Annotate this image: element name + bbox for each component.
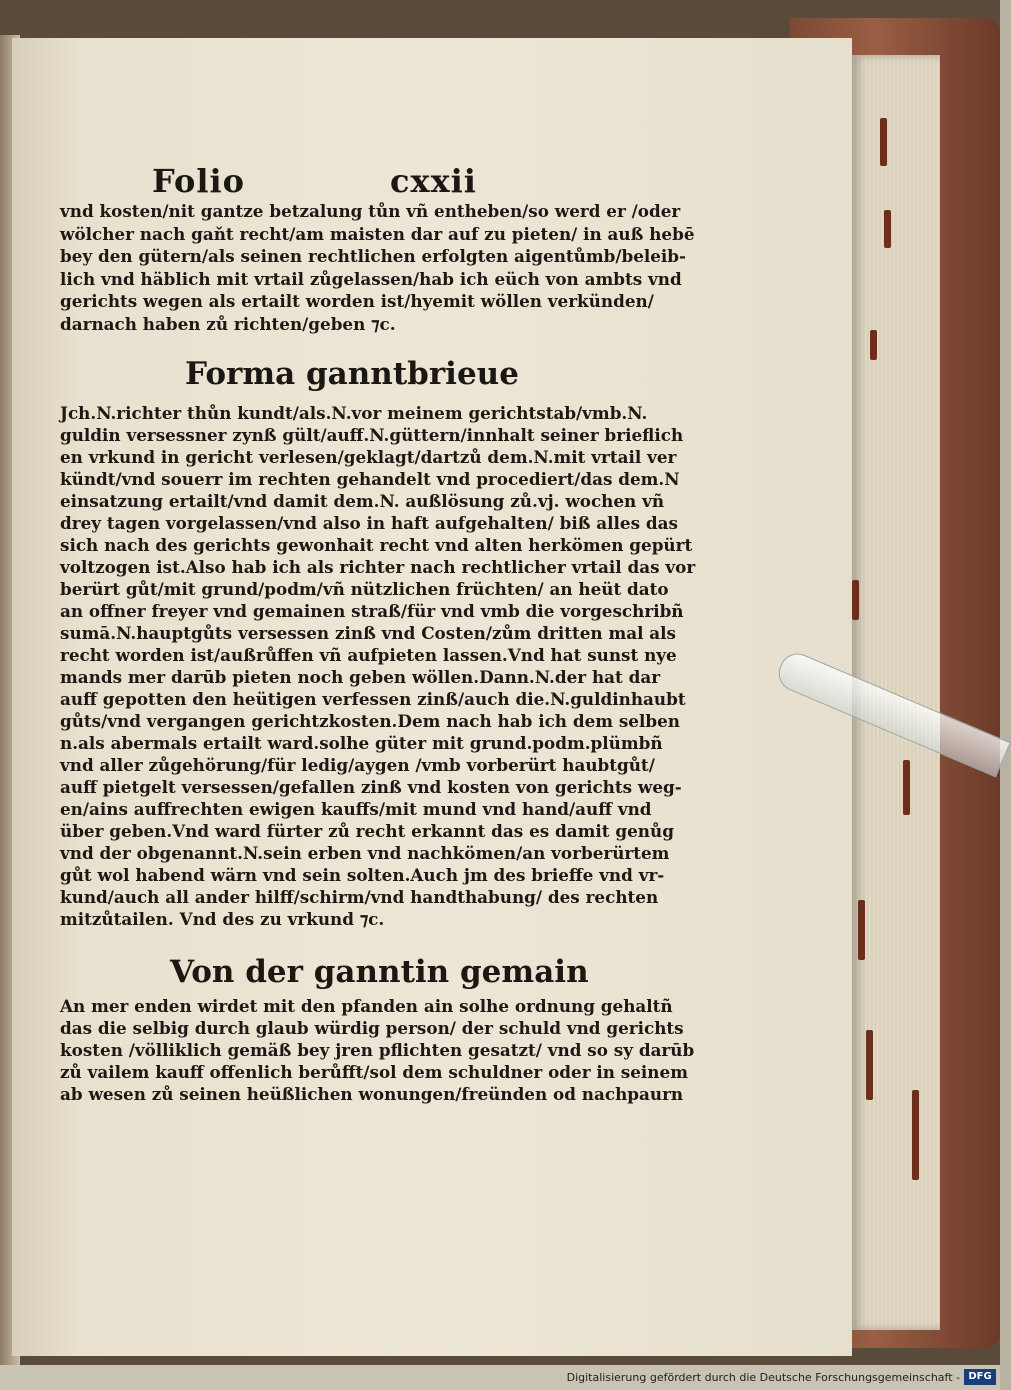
text-line: kosten /völliklich gemäß bey jren pflichten gesatzt/ vnd so sy darūb xyxy=(60,1040,695,1060)
text-line: auff gepotten den heütigen verfessen zinß/auch die.N.guldinhaubt xyxy=(60,689,686,709)
text-line: gůts/vnd vergangen gerichtzkosten.Dem nach hab ich dem selben xyxy=(60,711,680,731)
text-line: Jch.N.richter thůn kundt/als.N.vor meinem gerichtstab/vmb.N. xyxy=(60,403,648,423)
text-line: bey den gütern/als seinen rechtlichen erfolgten aigentůmb/beleib- xyxy=(60,246,687,266)
text-line: sich nach des gerichts gewonhait recht vnd alten herkömen gepürt xyxy=(60,535,693,555)
text-line: sumā.N.hauptgůts versessen zinß vnd Costen/zům dritten mal als xyxy=(60,623,676,643)
page-tab xyxy=(903,760,910,815)
text-line: das die selbig durch glaub würdig person/ der schuld vnd gerichts xyxy=(60,1018,684,1038)
text-line: An mer enden wirdet mit den pfanden ain solhe ordnung gehaltñ xyxy=(60,996,673,1016)
paragraph-2 xyxy=(60,402,696,930)
text-line: auff pietgelt versessen/gefallen zinß vnd kosten von gerichts weg- xyxy=(60,777,682,797)
funding-credit: Digitalisierung gefördert durch die Deutsche Forschungsgemeinschaft - xyxy=(566,1371,960,1384)
folio-number: cxxii xyxy=(390,162,477,200)
text-line: gerichts wegen als ertailt worden ist/hyemit wöllen verkünden/ xyxy=(60,291,654,311)
text-line: en/ains auffrechten ewigen kauffs/mit mund vnd hand/auff vnd xyxy=(60,799,652,819)
page-tab xyxy=(858,900,865,960)
dfg-logo: DFG xyxy=(964,1369,996,1385)
text-line: mands mer darūb pieten noch geben wöllen.Dann.N.der hat dar xyxy=(60,667,661,687)
text-line: vnd kosten/nit gantze betzalung tůn vñ entheben/so werd er /oder xyxy=(60,201,681,221)
text-line: darnach haben zů richten/geben ⁊c. xyxy=(60,313,396,334)
page-tab xyxy=(866,1030,873,1100)
folio-label: Folio xyxy=(152,162,245,200)
text-line: drey tagen vorgelassen/vnd also in haft aufgehalten/ biß alles das xyxy=(60,513,678,533)
page-tab xyxy=(852,580,859,620)
text-line: über geben.Vnd ward fürter zů recht erkannt das es damit genůg xyxy=(60,821,674,841)
page-tab xyxy=(884,210,891,248)
text-line: n.als abermals ertailt ward.solhe güter mit grund.podm.plümbñ xyxy=(60,733,663,753)
text-line: mitzůtailen. Vnd des zu vrkund ⁊c. xyxy=(60,909,385,929)
text-line: en vrkund in gericht verlesen/geklagt/dartzů dem.N.mit vrtail ver xyxy=(60,447,677,467)
text-line: ab wesen zů seinen heüßlichen wonungen/freünden od nachpaurn xyxy=(60,1084,684,1104)
text-line: vnd der obgenannt.N.sein erben vnd nachkömen/an vorberürtem xyxy=(60,843,670,863)
text-line: wölcher nach gaňt recht/am maisten dar auf zu pieten/ in auß hebē xyxy=(60,223,695,244)
text-line: gůt wol habend wärn vnd sein solten.Auch jm des brieffe vnd vr- xyxy=(60,865,665,885)
text-line: kund/auch all ander hilff/schirm/vnd handthabung/ des rechten xyxy=(60,887,659,907)
text-line: zů vailem kauff offenlich berůfft/sol dem schuldner oder in seinem xyxy=(60,1062,688,1082)
page-tab xyxy=(870,330,877,360)
page-tab xyxy=(912,1090,919,1180)
paragraph-3 xyxy=(60,995,695,1105)
text-line: einsatzung ertailt/vnd damit dem.N. außlösung zů.vj. wochen vñ xyxy=(60,491,665,511)
text-line: recht worden ist/außrůffen vñ aufpieten lassen.Vnd hat sunst nye xyxy=(60,645,677,665)
text-line: vnd aller zůgehörung/für ledig/aygen /vmb vorberürt haubtgůt/ xyxy=(60,755,655,775)
text-line: kündt/vnd souerr im rechten gehandelt vnd procediert/das dem.N xyxy=(60,469,680,489)
text-line: berürt gůt/mit grund/podm/vñ nützlichen früchten/ an heüt dato xyxy=(60,579,669,599)
footer-bar xyxy=(0,1365,1000,1390)
text-line: guldin versessner zynß gült/auff.N.güttern/innhalt seiner brieflich xyxy=(60,425,684,445)
text-line: voltzogen ist.Also hab ich als richter nach rechtlicher vrtail das vor xyxy=(60,557,696,577)
heading-forma-ganntbrieue: Forma ganntbrieue xyxy=(185,356,519,392)
heading-von-der-ganntin-gemain: Von der ganntin gemain xyxy=(170,954,589,990)
page-tab xyxy=(880,118,887,166)
text-line: lich vnd häblich mit vrtail zůgelassen/hab ich eüch von ambts vnd xyxy=(60,268,682,289)
paragraph-1 xyxy=(60,200,695,335)
text-line: an offner freyer vnd gemainen straß/für vnd vmb die vorgeschribñ xyxy=(60,601,684,621)
